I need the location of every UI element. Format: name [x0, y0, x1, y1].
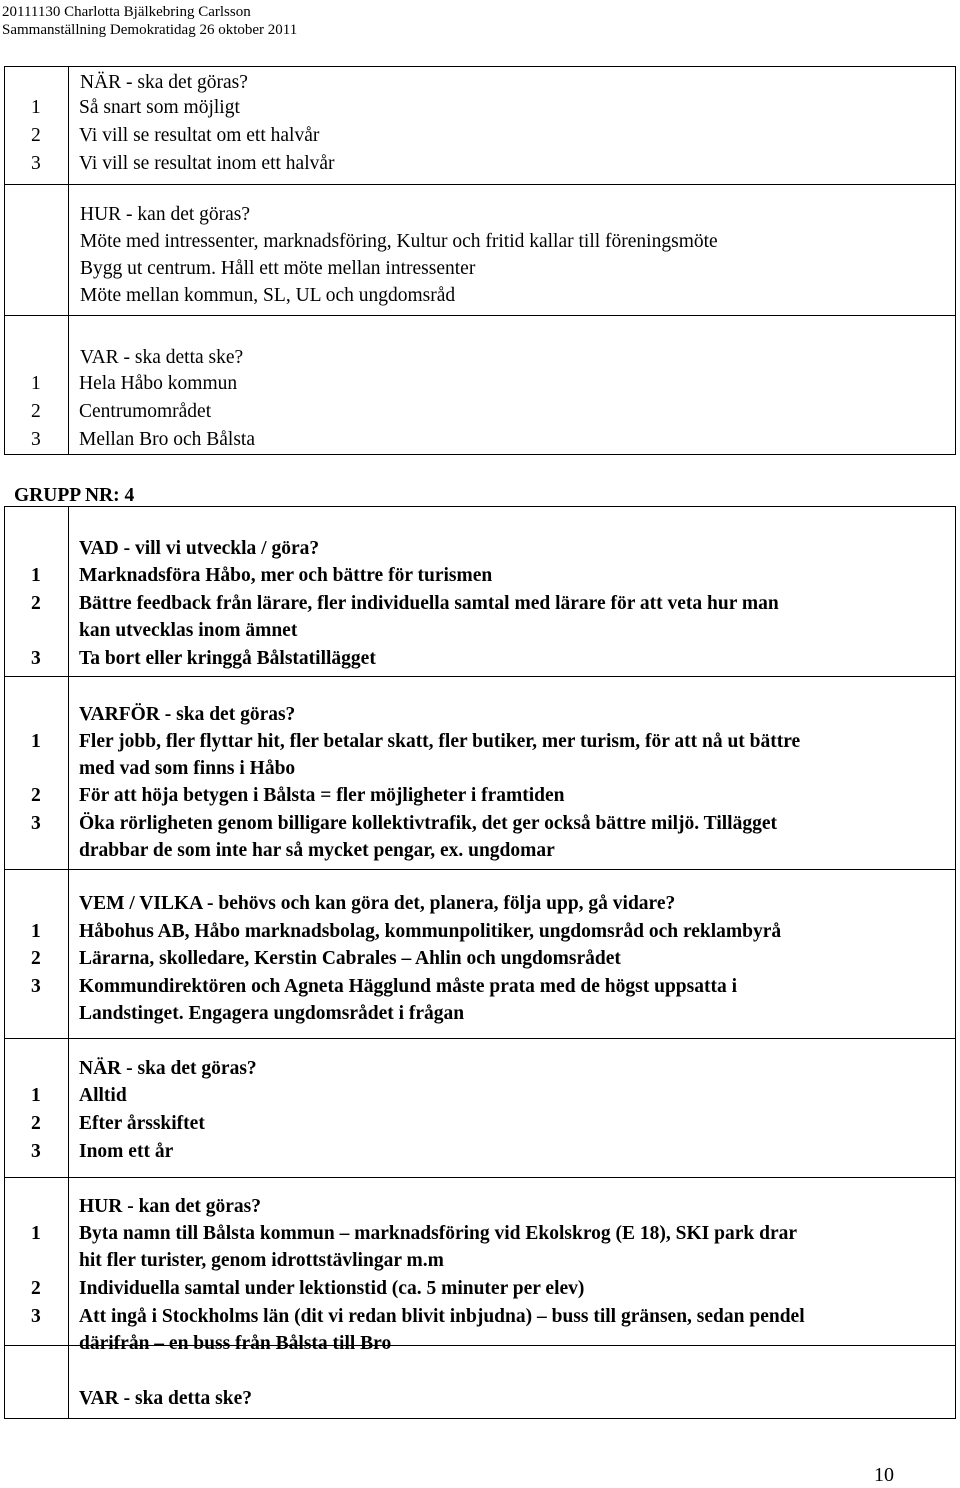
- varfor-heading: VARFÖR - ska det göras?: [79, 704, 296, 725]
- page-number: 10: [874, 1464, 894, 1486]
- header-author-line: 20111130 Charlotta Bjälkebring Carlsson: [2, 4, 251, 20]
- top-hur-heading: HUR - kan det göras?: [80, 204, 251, 225]
- top-hur-line: Bygg ut centrum. Håll ett möte mellan intressenter: [80, 258, 476, 279]
- top-hur-row: [5, 185, 956, 316]
- vem-heading: VEM / VILKA - behövs och kan göra det, planera, följa upp, gå vidare?: [79, 893, 676, 914]
- document-header: [2, 3, 297, 39]
- top-var-heading: VAR - ska detta ske?: [80, 347, 244, 368]
- nar-heading: NÄR - ska det göras?: [79, 1058, 257, 1079]
- vad-heading: VAD - vill vi utveckla / göra?: [79, 538, 320, 559]
- group-label: GRUPP NR: 4: [14, 485, 135, 506]
- var-heading: VAR - ska detta ske?: [79, 1388, 252, 1409]
- hur-heading: HUR - kan det göras?: [79, 1196, 262, 1217]
- top-hur-line: Möte mellan kommun, SL, UL och ungdomsråd: [80, 285, 456, 306]
- header-title-line: Sammanställning Demokratidag 26 oktober 2011: [2, 22, 298, 38]
- top-hur-line: Möte med intressenter, marknadsföring, Kultur och fritid kallar till föreningsmöte: [80, 231, 718, 252]
- top-nar-heading: NÄR - ska det göras?: [80, 72, 248, 93]
